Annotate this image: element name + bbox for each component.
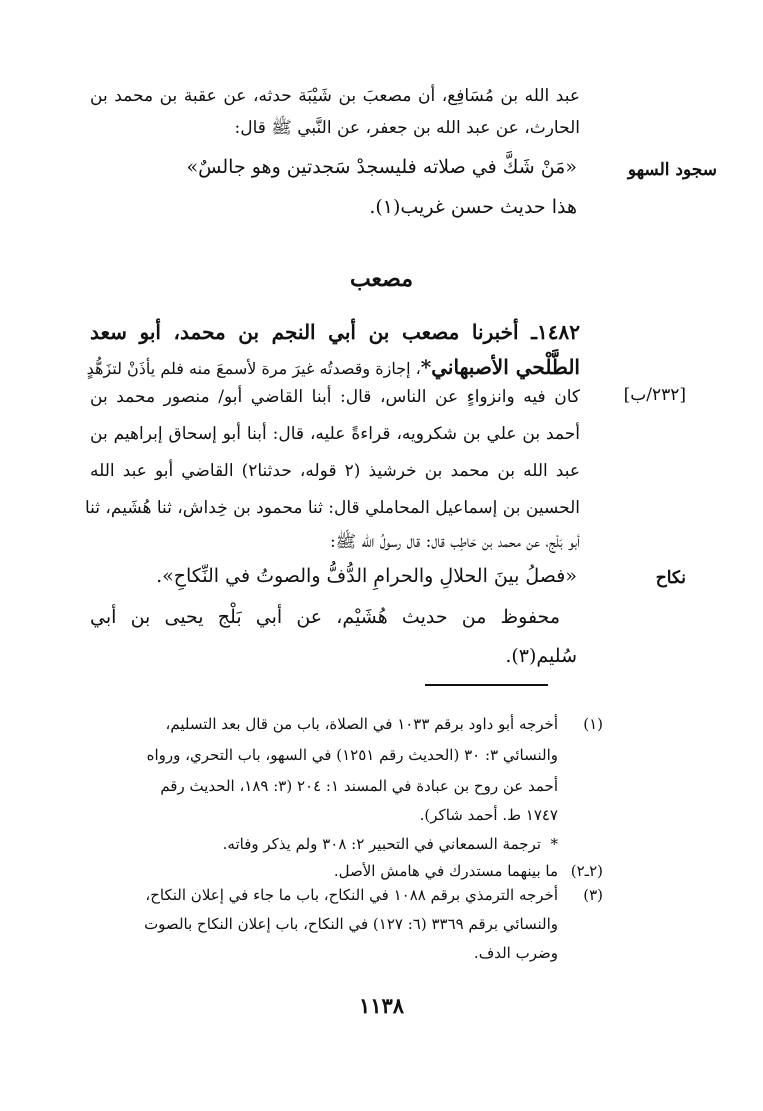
footnote-number: (٢ـ٢) [570,862,603,880]
section-heading: مصعب [349,266,414,292]
page-number: ١١٣٨ [358,993,405,1018]
manuscript-folio-ref: [٢٣٢/ب] [623,385,686,405]
text-line: أحمد بن علي بن شكرويه، قراءةً عليه، قال: أبنا أبو إسحاق إبراهيم بن [90,424,580,444]
footnote-line: والنسائي ٣: ٣٠ (الحديث رقم ١٢٥١) في السهو، باب التحري، ورواه [146,746,558,764]
footnote-line: وضرب الدف. [473,944,558,962]
hadith-verdict: سُليم(٣). [505,645,577,667]
footnote-line: ترجمة السمعاني في التحبير ٢: ٣٠٨ ولم يذكر وفاته. [222,835,541,853]
hadith-verdict: محفوظ من حديث هُشَيْم، عن أبي بَلْج يحيى بن أبي [90,606,560,628]
text-line: الحارث، عن عبد الله بن جعفر، عن النَّبي ﷺ قال: [234,118,580,138]
footnote-line: ١٧٤٧ ط. أحمد شاكر). [419,806,558,824]
margin-note-sujud: سجود السهو [627,160,717,180]
footnote-number: (٣) [583,886,603,904]
footnote-line: أخرجه الترمذي برقم ١٠٨٨ في النكاح، باب ما جاء في إعلان النكاح، [145,886,558,904]
text-line: الحسين بن إسماعيل المحاملي قال: ثنا محمود بن خِداش، ثنا هُشَيم، ثنا [84,498,580,518]
footnote-separator [425,684,548,686]
hadith-quote: «فصلُ بينَ الحلالِ والحرامِ الدُّفُّ والصوتُ في النِّكاحِ». [156,565,577,587]
footnote-line: والنسائي برقم ٣٣٦٩ (٦: ١٢٧) في النكاح، باب إعلان النكاح بالصوت [144,915,558,933]
text-line: كان فيه وانزواءٍ عن الناس، قال: أبنا القاضي أبو/ منصور محمد بن [90,387,580,407]
narrator-name: الطَّلْحي الأصبهاني* [420,355,580,379]
margin-note-nikah: نكاح [655,568,686,588]
footnote-number: (١) [583,715,603,733]
footnote-line: أخرجه أبو داود برقم ١٠٣٣ في الصلاة، باب من قال بعد التسليم، [165,715,558,733]
text-span: ، إجازة وقصدتُه غيرَ مرة لأسمعَ منه فلم يأذَنْ لتزَهُّدٍ [86,359,421,378]
text-line: عبد الله بن مُسَافِع، أن مصعبَ بن شَيْبَة حدثه، عن عقبة بن محمد بن [90,86,580,106]
text-line: أبو بَلْج، عن محمد بن حَاطِب قال: قال رسولُ الله ﷺ: [329,532,580,552]
text-line: عبد الله بن محمد بن خرشيذ (٢ قوله، حدثنا٢) القاضي أبو عبد الله [90,461,580,481]
footnote-marker: * [550,835,558,853]
footnote-line: أحمد عن روح بن عبادة في المسند ١: ٢٠٤ (٣: ١٨٩، الحديث رقم [160,777,558,795]
text-line [87,355,580,379]
footnote-line: ما بينهما مستدرك في هامش الأصل. [333,862,558,880]
hadith-verdict: هذا حديث حسن غريب(١). [369,196,577,218]
hadith-number-line: ١٤٨٢ـ أخبرنا مصعب بن أبي النجم بن محمد، أبو سعد [90,320,580,344]
hadith-quote: «مَنْ شَكَّ في صلاته فليسجدْ سَجدتين وهو جالسٌ» [186,156,577,178]
